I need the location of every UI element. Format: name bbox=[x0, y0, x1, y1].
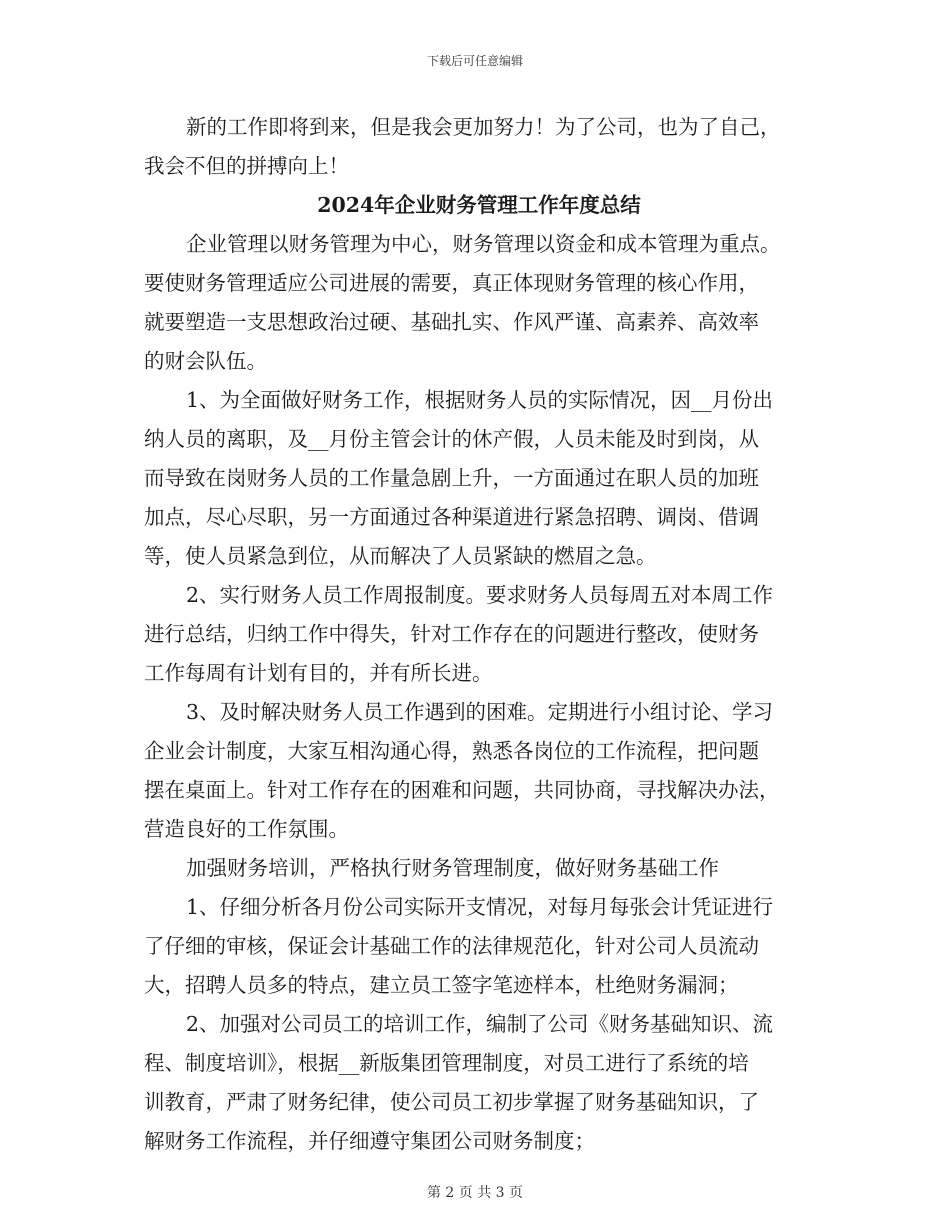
paragraph-line: 3、及时解决财务人员工作遇到的困难。定期进行小组讨论、学习 bbox=[186, 700, 774, 724]
section-heading: 加强财务培训，严格执行财务管理制度，做好财务基础工作 bbox=[186, 856, 719, 880]
paragraph-line: 2、加强对公司员工的培训工作，编制了公司《财务基础知识、流 bbox=[186, 1012, 774, 1036]
paragraph-line: 进行总结，归纳工作中得失，针对工作存在的问题进行整改，使财务 bbox=[144, 622, 759, 646]
document-body bbox=[144, 108, 814, 1161]
paragraph-line: 工作每周有计划有目的，并有所长进。 bbox=[144, 661, 493, 685]
document-title: 2024年企业财务管理工作年度总结 bbox=[317, 193, 641, 217]
paragraph-line: 摆在桌面上。针对工作存在的困难和问题，共同协商，寻找解决办法， bbox=[144, 778, 780, 802]
paragraph-line: 了仔细的审核，保证会计基础工作的法律规范化，针对公司人员流动 bbox=[144, 934, 759, 958]
paragraph-line: 2、实行财务人员工作周报制度。要求财务人员每周五对本周工作 bbox=[186, 583, 774, 607]
paragraph-line: 企业会计制度，大家互相沟通心得，熟悉各岗位的工作流程，把问题 bbox=[144, 739, 759, 763]
paragraph-line: 1、仔细分析各月份公司实际开支情况，对每月每张会计凭证进行 bbox=[186, 895, 774, 919]
paragraph-line: 的财会队伍。 bbox=[144, 349, 267, 373]
paragraph-line: 解财务工作流程，并仔细遵守集团公司财务制度； bbox=[144, 1129, 595, 1153]
paragraph-line: 纳人员的离职，及__月份主管会计的休产假，人员未能及时到岗，从 bbox=[144, 427, 759, 451]
paragraph-line: 1、为全面做好财务工作，根据财务人员的实际情况，因__月份出 bbox=[186, 388, 774, 412]
paragraph-line: 企业管理以财务管理为中心，财务管理以资金和成本管理为重点。 bbox=[186, 232, 781, 256]
paragraph-line: 要使财务管理适应公司进展的需要，真正体现财务管理的核心作用， bbox=[144, 271, 759, 295]
page-header: 下载后可任意编辑 bbox=[426, 54, 523, 68]
paragraph-line: 训教育，严肃了财务纪律，使公司员工初步掌握了财务基础知识，了 bbox=[144, 1090, 759, 1114]
paragraph-line: 就要塑造一支思想政治过硬、基础扎实、作风严谨、高素养、高效率 bbox=[144, 310, 759, 334]
paragraph-line: 等，使人员紧急到位，从而解决了人员紧缺的燃眉之急。 bbox=[144, 544, 657, 568]
paragraph-line: 大，招聘人员多的特点，建立员工签字笔迹样本，杜绝财务漏洞； bbox=[144, 973, 739, 997]
paragraph-line: 加点，尽心尽职，另一方面通过各种渠道进行紧急招聘、调岗、借调 bbox=[144, 505, 759, 529]
paragraph-line: 新的工作即将到来，但是我会更加努力！为了公司，也为了自己， bbox=[186, 115, 781, 139]
paragraph-line: 营造良好的工作氛围。 bbox=[144, 817, 349, 841]
paragraph-line: 而导致在岗财务人员的工作量急剧上升，一方面通过在职人员的加班 bbox=[144, 466, 759, 490]
paragraph-line: 程、制度培训》，根据__新版集团管理制度，对员工进行了系统的培 bbox=[144, 1051, 749, 1075]
page-footer: 第 2 页 共 3 页 bbox=[426, 1185, 524, 1201]
paragraph-line: 我会不但的拼搏向上！ bbox=[144, 154, 349, 178]
